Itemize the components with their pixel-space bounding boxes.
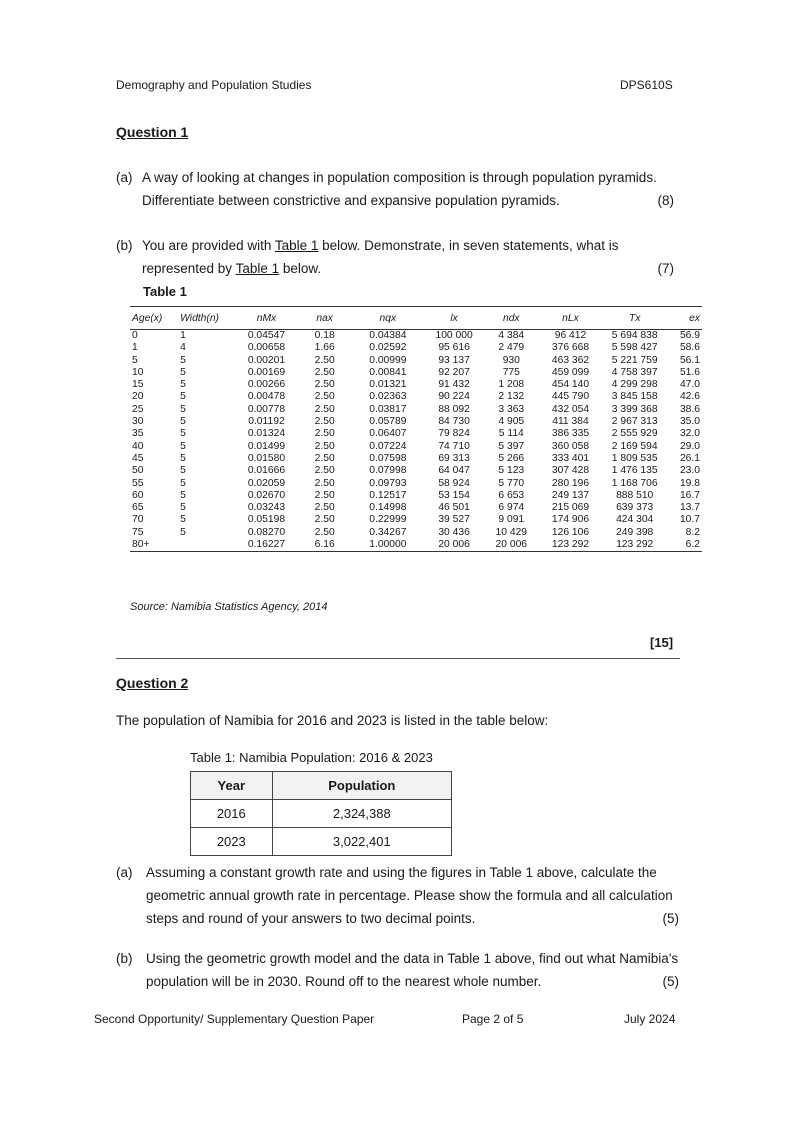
table-1-title: Table 1 [143,284,187,299]
cell-nmx: 0.00266 [247,379,286,391]
cell-age: 0 [132,330,138,341]
cell-nax: 1.66 [314,342,335,354]
cell-nax: 2.50 [314,366,335,378]
cell-year: 2016 [191,800,273,828]
cell-nqx: 0.14998 [369,502,407,514]
cell-ex: 8.2 [685,526,700,538]
cell-nlx: 454 140 [551,379,590,391]
cell-tx: 123 292 [602,539,668,552]
cell-nax: 2.50 [314,502,335,514]
cell-lx: 100 000 [435,330,473,341]
cell-nax: 2.50 [314,514,335,526]
cell-age: 35 [132,428,144,440]
table-row [130,465,702,477]
table-1-reference: Table 1 [235,261,280,276]
cell-nlx: 96 412 [554,330,587,341]
cell-nax: 2.50 [314,354,335,366]
question-2b-marks: (5) [662,974,679,989]
question-1b-line2-pre: represented by [142,261,236,276]
cell-nqx: 0.06407 [369,428,407,440]
table-row [191,828,452,856]
cell-lx: 95 616 [438,342,470,354]
cell-nqx: 0.22999 [369,514,407,526]
cell-ndx: 4 384 [498,330,525,341]
cell-width: 5 [180,440,186,452]
cell-ndx: 5 397 [498,440,525,452]
cell-age: 60 [132,489,144,501]
cell-nax: 2.50 [314,477,335,489]
life-table [130,306,702,552]
cell-nmx: 0.01324 [247,428,286,440]
cell-ex: 38.6 [679,403,700,415]
cell-lx: 39 527 [438,514,470,526]
cell-width: 5 [180,391,186,403]
population-table-caption: Table 1: Namibia Population: 2016 & 2023 [190,750,433,765]
cell-nmx: 0.00478 [247,391,286,403]
cell-lx: 88 092 [438,403,470,415]
cell-ndx: 775 [502,366,520,378]
cell-width: 5 [180,354,186,366]
question-1b-line2 [142,257,321,280]
header-nmx: nMx [234,307,298,330]
table-row [191,800,452,828]
cell-nqx: 0.34267 [369,526,407,538]
question-1b [116,234,674,282]
table-row [130,502,702,514]
cell-ex: 42.6 [679,391,700,403]
cell-tx: 3 845 158 [611,391,658,403]
cell-nqx: 0.01321 [369,379,407,391]
cell-nlx: 445 790 [551,391,590,403]
cell-tx: 639 373 [616,502,654,514]
question-1a [116,166,674,214]
cell-nmx: 0.01580 [247,452,286,464]
cell-ndx: 9 091 [498,514,525,526]
question-1b-line1-pre: You are provided with [142,238,275,253]
cell-nax: 2.50 [314,428,335,440]
table-row [130,367,702,379]
cell-ex: 10.7 [679,514,700,526]
question-2a-line1: Assuming a constant growth rate and using the figures in Table 1 above, calculate the [146,865,657,880]
cell-population: 3,022,401 [272,828,451,856]
cell-nlx: 411 384 [552,416,589,428]
question-2-intro: The population of Namibia for 2016 and 2023 is listed in the table below: [116,713,549,728]
cell-nlx: 126 106 [551,526,590,538]
cell-width: 5 [180,428,186,440]
cell-ndx: 2 479 [498,342,525,354]
cell-age: 30 [132,416,144,428]
table-row [130,453,702,465]
cell-age: 55 [132,477,144,489]
cell-lx: 69 313 [438,452,470,464]
cell-nax: 2.50 [314,489,335,501]
cell-nlx: 123 292 [539,539,601,552]
cell-tx: 5 221 759 [611,354,658,366]
cell-nmx: 0.05198 [247,514,286,526]
cell-ndx: 930 [502,354,520,366]
question-1-title: Question 1 [116,124,189,140]
cell-ex: 23.0 [679,465,700,477]
cell-age: 10 [132,366,144,378]
cell-age: 15 [132,379,144,391]
cell-lx: 74 710 [438,440,470,452]
cell-nmx: 0.02670 [247,489,286,501]
header-ex: ex [668,307,702,330]
question-1b-label: (b) [116,238,133,253]
cell-ex: 35.0 [679,416,700,428]
table-row [130,478,702,490]
table-source: Source: Namibia Statistics Agency, 2014 [130,601,328,613]
cell-nmx: 0.00169 [247,366,286,378]
header-width: Width(n) [178,307,234,330]
cell-nqx: 0.00999 [369,354,407,366]
cell-width: 5 [180,416,186,428]
cell-ndx: 1 208 [498,379,525,391]
cell-ndx: 10 429 [495,526,528,538]
cell-ex: 51.6 [679,366,700,378]
question-1b-line2-post: below. [279,261,322,276]
cell-ex: 58.6 [679,342,700,354]
cell-age: 50 [132,465,144,477]
cell-tx: 1 809 535 [611,452,658,464]
question-1a-line2: Differentiate between constrictive and expansive population pyramids. [142,193,560,208]
cell-nax: 0.18 [314,330,335,341]
question-1a-label: (a) [116,170,133,185]
footer-date: July 2024 [624,1012,676,1026]
cell-nlx: 174 906 [551,514,590,526]
cell-tx: 888 510 [616,489,654,501]
cell-lx: 84 730 [438,416,470,428]
cell-ex: 16.7 [679,489,700,501]
cell-nqx: 0.00841 [369,366,407,378]
cell-ex: 13.7 [679,502,700,514]
question-2a-label: (a) [116,865,133,880]
cell-width: 5 [180,465,186,477]
cell-lx: 53 154 [438,489,470,501]
cell-ndx: 6 653 [498,489,525,501]
question-2a [116,861,679,931]
cell-nmx: 0.03243 [247,502,286,514]
question-2a-line3: steps and round of your answers to two decimal points. [146,911,476,926]
cell-lx: 91 432 [438,379,470,391]
cell-nqx: 1.00000 [351,539,425,552]
cell-ex: 56.9 [679,330,700,341]
cell-ex: 6.2 [668,539,702,552]
cell-tx: 4 299 298 [611,379,658,391]
question-1b-line1-post: below. Demonstrate, in seven statements, what is [318,238,619,253]
table-row [130,330,702,343]
cell-nax: 2.50 [314,416,335,428]
table-row [130,379,702,391]
header-year: Year [191,772,273,800]
cell-nqx: 0.03817 [369,403,407,415]
cell-ndx: 5 114 [498,428,524,440]
question-2b-line2: population will be in 2030. Round off to the nearest whole number. [146,974,542,989]
question-2a-marks: (5) [662,911,679,926]
header-nax: nax [299,307,351,330]
cell-nlx: 376 668 [551,342,590,354]
table-row [130,416,702,428]
cell-age: 65 [132,502,144,514]
cell-width: 5 [180,502,186,514]
cell-tx: 424 304 [616,514,654,526]
cell-ex: 56.1 [679,354,700,366]
life-table-header-row [130,307,702,330]
cell-width: 5 [180,452,186,464]
cell-age: 1 [132,342,138,354]
cell-nlx: 360 058 [551,440,590,452]
cell-width: 5 [180,526,186,538]
header-population: Population [272,772,451,800]
cell-age: 20 [132,391,144,403]
cell-width: 5 [180,489,186,501]
cell-age: 75 [132,526,144,538]
cell-nqx: 0.09793 [369,477,407,489]
cell-nmx: 0.01499 [247,440,286,452]
cell-tx: 1 476 135 [611,465,658,477]
footer-paper-type: Second Opportunity/ Supplementary Question Paper [94,1012,375,1026]
table-row [130,527,702,539]
population-table [190,771,452,856]
cell-tx: 5 694 838 [611,330,658,341]
cell-tx: 2 555 929 [611,428,658,440]
table-row [130,391,702,403]
cell-nlx: 386 335 [551,428,590,440]
cell-lx: 64 047 [438,465,470,477]
cell-nmx: 0.02059 [247,477,286,489]
cell-nqx: 0.04384 [369,330,407,341]
cell-lx: 92 207 [438,366,470,378]
cell-nqx: 0.02592 [369,342,407,354]
question-1-total-marks: [15] [650,635,674,650]
question-2b-label: (b) [116,951,133,966]
cell-ex: 32.0 [679,428,700,440]
cell-width: 5 [180,366,186,378]
cell-nax: 2.50 [314,403,335,415]
cell-nax: 6.16 [299,539,351,552]
cell-width: 5 [180,514,186,526]
cell-ndx: 2 132 [498,391,525,403]
cell-ex: 19.8 [679,477,700,489]
cell-nlx: 215 069 [551,502,590,514]
cell-tx: 2 169 594 [611,440,658,452]
cell-nax: 2.50 [314,526,335,538]
header-age: Age(x) [130,307,178,330]
cell-width: 5 [180,379,186,391]
cell-nax: 2.50 [314,465,335,477]
cell-ndx: 6 974 [498,502,525,514]
question-2b [116,947,679,995]
question-1a-line1: A way of looking at changes in population composition is through population pyramids. [142,170,657,185]
table-row [130,355,702,367]
cell-nlx: 333 401 [551,452,590,464]
cell-nqx: 0.07998 [369,465,407,477]
table-row [130,539,702,552]
cell-tx: 3 399 368 [611,403,658,415]
question-1b-line1 [142,234,619,257]
cell-age: 80+ [130,539,178,552]
cell-tx: 5 598 427 [611,342,658,354]
question-1a-marks: (8) [657,193,674,208]
cell-nmx: 0.00201 [247,354,286,366]
cell-lx: 93 137 [438,354,470,366]
table-row [130,514,702,526]
life-table-body [130,330,702,552]
header-ndx: ndx [483,307,539,330]
cell-nqx: 0.12517 [369,489,407,501]
cell-nlx: 459 099 [551,366,590,378]
cell-nmx: 0.01666 [247,465,286,477]
table-row [130,490,702,502]
cell-width: 5 [180,403,186,415]
cell-nmx: 0.08270 [247,526,286,538]
header-course: Demography and Population Studies [116,78,312,92]
cell-ndx: 5 770 [498,477,525,489]
cell-nmx: 0.00778 [247,403,286,415]
cell-tx: 2 967 313 [611,416,658,428]
cell-nmx: 0.16227 [234,539,298,552]
question-2b-line1: Using the geometric growth model and the data in Table 1 above, find out what Namibia's [146,951,679,966]
cell-width: 4 [180,342,186,354]
cell-nlx: 307 428 [551,465,590,477]
cell-nax: 2.50 [314,379,335,391]
header-code: DPS610S [620,78,673,92]
footer-page-number: Page 2 of 5 [462,1012,524,1026]
section-divider [116,658,680,659]
header-tx: Tx [602,307,668,330]
cell-nax: 2.50 [314,391,335,403]
header-nlx: nLx [539,307,601,330]
cell-tx: 1 168 706 [611,477,658,489]
table-row [130,428,702,440]
question-2-title: Question 2 [116,675,189,691]
cell-ex: 47.0 [679,379,700,391]
cell-lx: 46 501 [438,502,470,514]
question-1b-marks: (7) [657,261,674,276]
table-row [130,441,702,453]
cell-nqx: 0.07598 [369,452,407,464]
cell-lx: 30 436 [438,526,470,538]
cell-year: 2023 [191,828,273,856]
cell-nmx: 0.00658 [247,342,286,354]
cell-ndx: 5 266 [498,452,525,464]
cell-nmx: 0.04547 [247,330,286,341]
table-row [130,404,702,416]
cell-lx: 79 824 [438,428,470,440]
cell-lx: 20 006 [425,539,483,552]
cell-nlx: 280 196 [551,477,590,489]
cell-age: 5 [132,354,138,366]
cell-width [178,539,234,552]
cell-ndx: 4 905 [498,416,525,428]
cell-lx: 58 924 [438,477,470,489]
cell-age: 40 [132,440,144,452]
cell-nlx: 463 362 [551,354,590,366]
cell-ex: 29.0 [679,440,700,452]
cell-ndx: 5 123 [498,465,525,477]
population-table-header-row [191,772,452,800]
cell-nqx: 0.02363 [369,391,407,403]
cell-lx: 90 224 [438,391,470,403]
table-1-reference: Table 1 [274,238,319,253]
cell-nax: 2.50 [314,440,335,452]
cell-ndx: 20 006 [483,539,539,552]
cell-ex: 26.1 [679,452,700,464]
cell-age: 25 [132,403,144,415]
cell-nlx: 432 054 [551,403,590,415]
cell-nmx: 0.01192 [248,416,285,428]
cell-nqx: 0.07224 [369,440,407,452]
cell-nax: 2.50 [314,452,335,464]
cell-population: 2,324,388 [272,800,451,828]
question-2a-line2: geometric annual growth rate in percentage. Please show the formula and all calculation [146,888,673,903]
cell-nlx: 249 137 [551,489,590,501]
header-lx: lx [425,307,483,330]
cell-width: 5 [180,477,186,489]
header-nqx: nqx [351,307,425,330]
cell-width: 1 [180,330,186,341]
table-row [130,342,702,354]
cell-tx: 249 398 [616,526,654,538]
cell-tx: 4 758 397 [611,366,658,378]
cell-ndx: 3 363 [498,403,525,415]
cell-age: 70 [132,514,144,526]
cell-age: 45 [132,452,144,464]
cell-nqx: 0.05789 [369,416,407,428]
